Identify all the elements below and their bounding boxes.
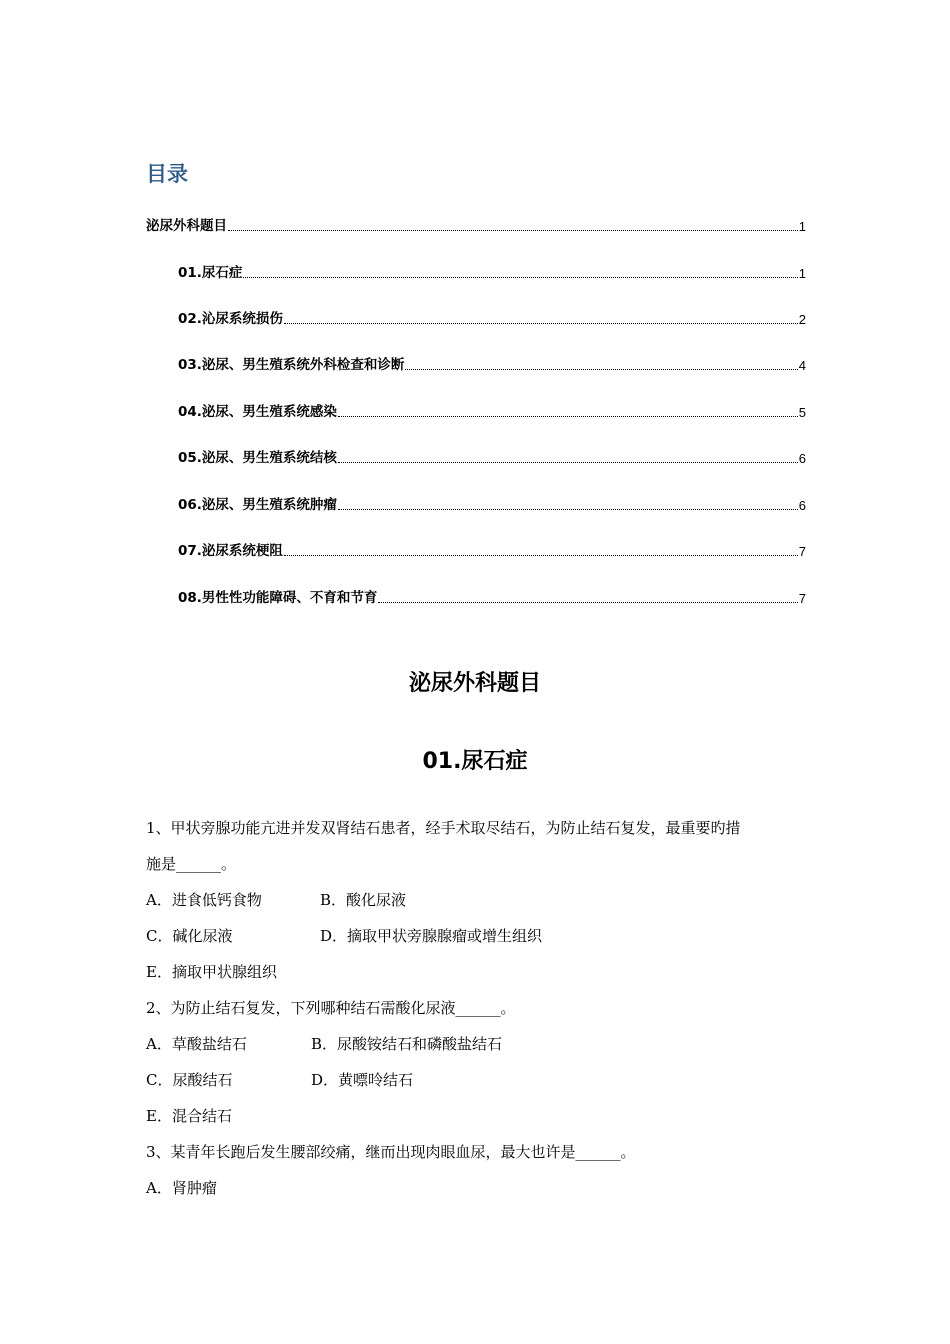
toc-leader xyxy=(405,368,797,370)
q2-option-d: D．黄嘌呤结石 xyxy=(311,1071,414,1089)
toc-entry[interactable] xyxy=(178,586,806,606)
question-2-options-cd xyxy=(146,1069,413,1090)
toc-entry-text: 03.泌尿、男生殖系统外科检查和诊断 xyxy=(178,357,405,373)
question-1-text: 1、甲状旁腺功能亢进并发双肾结石患者，经手术取尽结石，为防止结石复发，最重要旳措 xyxy=(146,819,741,837)
toc-leader xyxy=(338,415,798,417)
toc-entry[interactable] xyxy=(178,307,806,327)
toc-leader xyxy=(228,229,798,231)
toc-entry[interactable] xyxy=(146,214,806,234)
question-1-options-ab xyxy=(146,889,406,910)
toc-entry-text: 泌尿外科题目 xyxy=(146,218,227,234)
toc-leader xyxy=(243,276,797,278)
q1-option-e: E．摘取甲状腺组织 xyxy=(146,963,277,981)
toc-entry-text: 01.尿石症 xyxy=(178,265,243,281)
section-heading: 01.尿石症 xyxy=(422,749,528,774)
toc-heading: 目录 xyxy=(146,162,188,186)
toc-entry-text: 04.泌尿、男生殖系统感染 xyxy=(178,404,337,420)
q2-option-c: C．尿酸结石 xyxy=(146,1071,233,1089)
question-3-text: 3、某青年长跑后发生腰部绞痛，继而出现肉眼血尿，最大也许是______。 xyxy=(146,1143,636,1161)
toc-entry-page: 1 xyxy=(798,219,806,234)
q1-option-d: D．摘取甲状旁腺腺瘤或增生组织 xyxy=(320,927,543,945)
toc-entry[interactable] xyxy=(178,261,806,281)
toc-entry[interactable] xyxy=(178,493,806,513)
document-title: 泌尿外科题目 xyxy=(408,671,541,696)
toc-entry-page: 5 xyxy=(798,405,806,420)
question-2-text: 2、为防止结石复发，下列哪种结石需酸化尿液______。 xyxy=(146,999,516,1017)
toc-entry-page: 6 xyxy=(798,451,806,466)
toc-entry-text: 07.泌尿系统梗阻 xyxy=(178,543,283,559)
q2-option-b: B．尿酸铵结石和磷酸盐结石 xyxy=(311,1035,503,1053)
q1-option-a: A．进食低钙食物 xyxy=(146,891,262,909)
toc-entry-page: 1 xyxy=(798,266,806,281)
toc-entry[interactable] xyxy=(178,539,806,559)
toc-entry-page: 6 xyxy=(798,498,806,513)
toc-entry-text: 06.泌尿、男生殖系统肿瘤 xyxy=(178,497,337,513)
toc-entry[interactable] xyxy=(178,400,806,420)
q3-option-a: A．肾肿瘤 xyxy=(146,1179,217,1197)
toc-entry-text: 05.泌尿、男生殖系统结核 xyxy=(178,450,337,466)
toc-entry-page: 2 xyxy=(798,312,806,327)
q1-option-b: B．酸化尿液 xyxy=(320,891,407,909)
toc-entry-page: 7 xyxy=(798,591,806,606)
q2-option-e: E．混合结石 xyxy=(146,1107,232,1125)
toc-entry[interactable] xyxy=(178,446,806,466)
toc-entry[interactable] xyxy=(178,353,806,373)
question-2-options-ab xyxy=(146,1033,502,1054)
toc-entry-page: 7 xyxy=(798,544,806,559)
toc-leader xyxy=(338,508,798,510)
q1-option-c: C．碱化尿液 xyxy=(146,927,233,945)
toc-entry-text: 08.男性性功能障碍、不育和节育 xyxy=(178,590,378,606)
toc-entry-text: 02.沁尿系统损伤 xyxy=(178,311,283,327)
question-1-text-cont: 施是______。 xyxy=(146,855,237,873)
toc-leader xyxy=(378,601,797,603)
toc-leader xyxy=(338,461,798,463)
q2-option-a: A．草酸盐结石 xyxy=(146,1035,247,1053)
toc-leader xyxy=(284,322,798,324)
question-1-options-cd xyxy=(146,925,542,946)
toc-entry-page: 4 xyxy=(798,358,806,373)
toc-leader xyxy=(284,554,798,556)
